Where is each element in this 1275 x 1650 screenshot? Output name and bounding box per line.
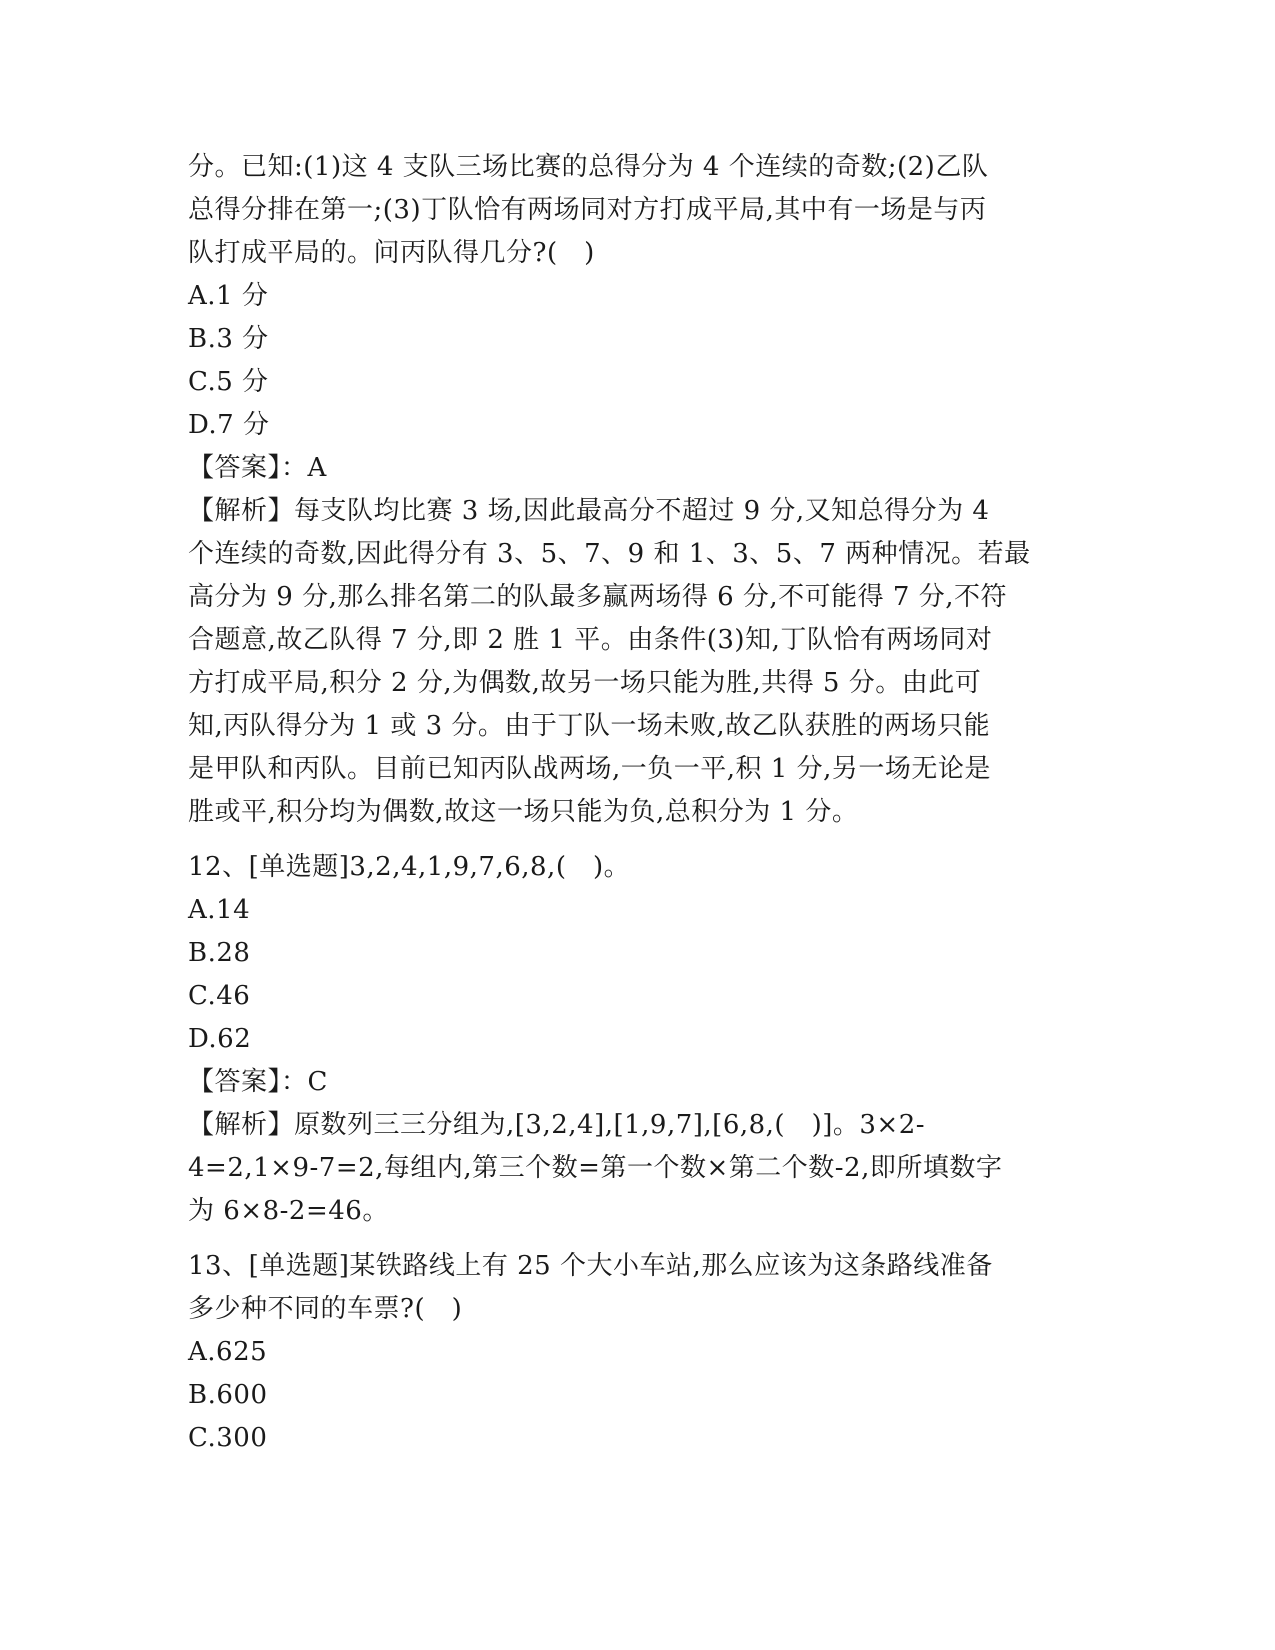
option-b: B.3 分 xyxy=(188,324,269,354)
option-b: B.600 xyxy=(188,1380,268,1410)
spacer xyxy=(188,1233,1088,1245)
question-12 xyxy=(188,846,1088,1233)
option-c: C.5 分 xyxy=(188,367,269,397)
question-stem-line: 分。已知:(1)这 4 支队三场比赛的总得分为 4 个连续的奇数;(2)乙队 xyxy=(188,152,989,182)
analysis-line: 【解析】原数列三三分组为,[3,2,4],[1,9,7],[6,8,( )]。3×2- xyxy=(188,1110,926,1140)
option-a: A.1 分 xyxy=(188,281,269,311)
question-11 xyxy=(188,146,1088,834)
analysis-line: 【解析】每支队均比赛 3 场,因此最高分不超过 9 分,又知总得分为 4 xyxy=(188,496,990,526)
option-c: C.46 xyxy=(188,981,251,1011)
answer-line: 【答案】：A xyxy=(188,453,327,483)
question-stem-line: 13、[单选题]某铁路线上有 25 个大小车站,那么应该为这条路线准备 xyxy=(188,1251,993,1281)
analysis-line: 方打成平局,积分 2 分,为偶数,故另一场只能为胜,共得 5 分。由此可 xyxy=(188,668,982,698)
option-b: B.28 xyxy=(188,938,251,968)
analysis-line: 知,丙队得分为 1 或 3 分。由于丁队一场未败,故乙队获胜的两场只能 xyxy=(188,711,991,741)
spacer xyxy=(188,834,1088,846)
analysis-line: 合题意,故乙队得 7 分,即 2 胜 1 平。由条件(3)知,丁队恰有两场同对 xyxy=(188,625,993,655)
option-c: C.300 xyxy=(188,1423,268,1453)
question-stem-line: 队打成平局的。问丙队得几分?( ) xyxy=(188,238,595,268)
question-stem-line: 多少种不同的车票?( ) xyxy=(188,1294,463,1324)
answer-line: 【答案】：C xyxy=(188,1067,328,1097)
option-d: D.62 xyxy=(188,1024,252,1054)
question-content xyxy=(188,146,1088,1460)
option-a: A.625 xyxy=(188,1337,268,1367)
option-d: D.7 分 xyxy=(188,410,270,440)
analysis-line: 为 6×8-2=46。 xyxy=(188,1196,389,1226)
option-a: A.14 xyxy=(188,895,251,925)
question-stem-line: 总得分排在第一;(3)丁队恰有两场同对方打成平局,其中有一场是与丙 xyxy=(188,195,987,225)
analysis-line: 4=2,1×9-7=2,每组内,第三个数=第一个数×第二个数-2,即所填数字 xyxy=(188,1153,1003,1183)
analysis-line: 高分为 9 分,那么排名第二的队最多赢两场得 6 分,不可能得 7 分,不符 xyxy=(188,582,1008,612)
question-13 xyxy=(188,1245,1088,1460)
analysis-line: 个连续的奇数,因此得分有 3、5、7、9 和 1、3、5、7 两种情况。若最 xyxy=(188,539,1031,569)
question-stem-line: 12、[单选题]3,2,4,1,9,7,6,8,( )。 xyxy=(188,852,631,882)
analysis-line: 是甲队和丙队。目前已知丙队战两场,一负一平,积 1 分,另一场无论是 xyxy=(188,754,991,784)
analysis-line: 胜或平,积分均为偶数,故这一场只能为负,总积分为 1 分。 xyxy=(188,797,859,827)
